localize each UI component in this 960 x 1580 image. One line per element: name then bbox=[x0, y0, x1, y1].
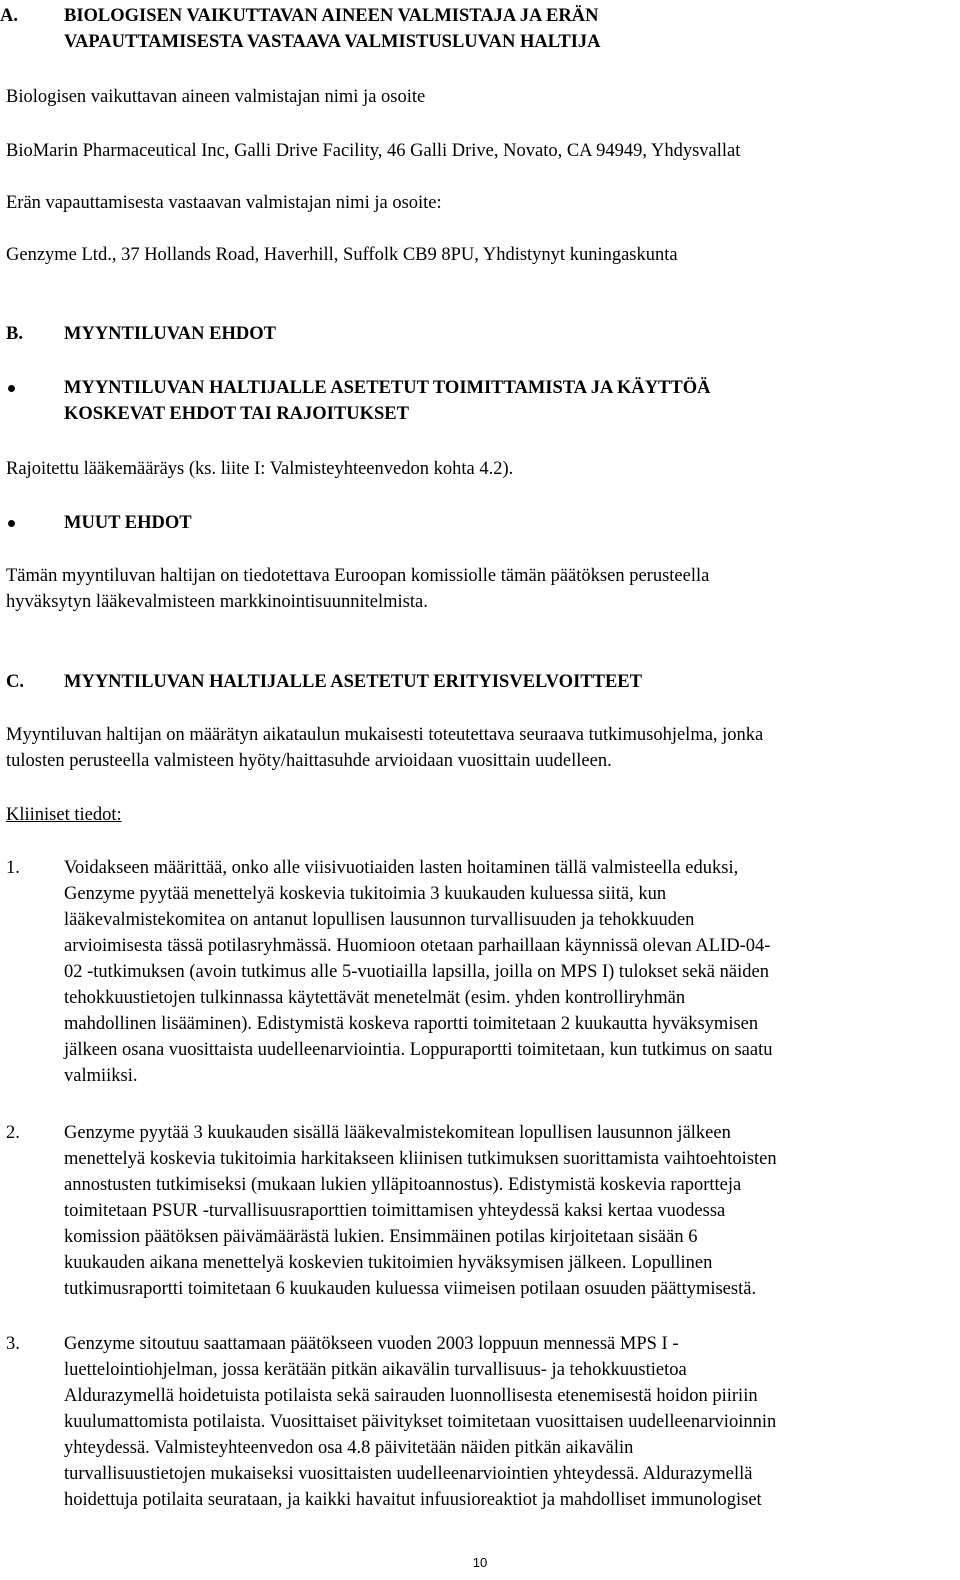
item-text-line: yhteydessä. Valmisteyhteenvedon osa 4.8 päivitetään näiden pitkän aikavälin bbox=[64, 1438, 634, 1458]
other-conditions-text-line2: hyväksytyn lääkevalmisteen markkinointisuunnitelmista. bbox=[6, 592, 428, 612]
item-text-line: annostusten tutkimiseksi (mukaan lukien ylläpitoannostus). Edistymistä koskevia raportteja bbox=[64, 1175, 742, 1195]
item-text-line: 02 -tutkimuksen (avoin tutkimus alle 5-vuotiailla lapsilla, joilla on MPS I) tulokset sekä näiden bbox=[64, 962, 769, 982]
item-text-line: kuulumattomista potilaista. Vuosittaiset päivitykset toimitetaan vuosittaisen uudelleenarvioinnin bbox=[64, 1412, 777, 1432]
other-conditions-text bbox=[6, 563, 950, 615]
item-1-text bbox=[64, 855, 950, 1089]
item-3-text bbox=[64, 1331, 950, 1513]
item-text-line: valmiiksi. bbox=[64, 1066, 138, 1086]
item-text-line: Voidakseen määrittää, onko alle viisivuotiaiden lasten hoitaminen tällä valmisteella eduksi, bbox=[64, 858, 739, 878]
bullet-icon bbox=[8, 385, 15, 392]
section-b-title: MYYNTILUVAN EHDOT bbox=[64, 324, 276, 344]
bullet-item-conditions bbox=[6, 375, 950, 429]
batch-release-label: Erän vapauttamisesta vastaavan valmistajan nimi ja osoite: bbox=[6, 193, 442, 213]
other-conditions-text-line1: Tämän myyntiluvan haltijan on tiedotettava Euroopan komissiolle tämän päätöksen perusteella bbox=[6, 566, 710, 586]
section-a-title-line2: VAPAUTTAMISESTA VASTAAVA VALMISTUSLUVAN HALTIJA bbox=[64, 32, 601, 52]
bio-manufacturer-label: Biologisen vaikuttavan aineen valmistajan nimi ja osoite bbox=[6, 87, 426, 107]
item-number: 2. bbox=[6, 1123, 20, 1143]
item-text-line: luettelointiohjelman, jossa kerätään pitkän aikavälin turvallisuus- ja tehokkuustietoa bbox=[64, 1360, 687, 1380]
section-c-intro-line1: Myyntiluvan haltijan on määrätyn aikataulun mukaisesti toteutettava seuraava tutkimusohjelma, jonka bbox=[6, 725, 764, 745]
section-c-title: MYYNTILUVAN HALTIJALLE ASETETUT ERITYISVELVOITTEET bbox=[64, 672, 642, 692]
other-conditions-title: MUUT EHDOT bbox=[64, 513, 192, 533]
clinical-data-subheading: Kliiniset tiedot: bbox=[6, 805, 122, 825]
section-c-letter: C. bbox=[6, 672, 24, 692]
section-a-title bbox=[64, 3, 950, 55]
item-text-line: turvallisuustietojen mukaiseksi vuosittaisten uudelleenarviointien yhteydessä. Aldurazymellä bbox=[64, 1464, 753, 1484]
item-text-line: arvioimisesta tässä potilasryhmässä. Huomioon otetaan parhaillaan käynnissä olevan ALID-04- bbox=[64, 936, 771, 956]
item-text-line: hoidettuja potilaita seurataan, ja kaikki havaitut infuusioreaktiot ja mahdolliset immunologiset bbox=[64, 1490, 762, 1510]
section-a-letter: A. bbox=[0, 6, 18, 26]
item-text-line: kuukauden aikana menettelyä koskevien tukitoimien hyväksymisen jälkeen. Lopullinen bbox=[64, 1253, 713, 1273]
item-text-line: menettelyä koskevia tukitoimia harkitakseen kliinisen tutkimuksen suorittamista vaihtoehtoisten bbox=[64, 1149, 777, 1169]
bullet-conditions-title bbox=[64, 375, 950, 427]
numbered-item-2 bbox=[6, 1120, 950, 1310]
item-2-text bbox=[64, 1120, 950, 1302]
bullet-item-other-conditions bbox=[6, 510, 950, 536]
section-b-letter: B. bbox=[6, 324, 23, 344]
item-text-line: Aldurazymellä hoidetuista potilaista sekä sairauden luonnollisesta etenemisestä hoidon piiriin bbox=[64, 1386, 758, 1406]
page-number: 10 bbox=[472, 1555, 488, 1570]
item-text-line: Genzyme pyytää 3 kuukauden sisällä lääkevalmistekomitean lopullisen lausunnon jälkeen bbox=[64, 1123, 731, 1143]
item-text-line: tutkimusraportti toimitetaan 6 kuukauden kuluessa viimeisen potilaan osuuden päättymisestä. bbox=[64, 1279, 757, 1299]
section-c-intro bbox=[6, 722, 950, 774]
item-text-line: Genzyme sitoutuu saattamaan päätökseen vuoden 2003 loppuun mennessä MPS I - bbox=[64, 1334, 679, 1354]
bullet-conditions-title-line1: MYYNTILUVAN HALTIJALLE ASETETUT TOIMITTAMISTA JA KÄYTTÖÄ bbox=[64, 378, 711, 398]
item-text-line: lääkevalmistekomitea on antanut lopullisen lausunnon turvallisuuden ja tehokkuuden bbox=[64, 910, 695, 930]
section-a-heading bbox=[0, 3, 950, 63]
item-text-line: mahdollinen lisääminen). Edistymistä koskeva raportti toimitetaan 2 kuukautta hyväksymisen bbox=[64, 1014, 759, 1034]
item-text-line: tehokkuustietojen tulkinnassa käytettävät menetelmät (esim. yhden kontrolliryhmän bbox=[64, 988, 686, 1008]
item-number: 3. bbox=[6, 1334, 20, 1354]
bullet-icon bbox=[8, 520, 15, 527]
item-text-line: jälkeen osana vuosittaista uudelleenarviointia. Loppuraportti toimitetaan, kun tutkimus on saatu bbox=[64, 1040, 773, 1060]
numbered-item-1 bbox=[6, 855, 950, 1095]
bio-manufacturer-address: BioMarin Pharmaceutical Inc, Galli Drive Facility, 46 Galli Drive, Novato, CA 94949, Yhdysvallat bbox=[6, 141, 741, 161]
section-c-heading bbox=[6, 669, 950, 695]
section-b-heading bbox=[6, 321, 950, 347]
restricted-prescription-text: Rajoitettu lääkemääräys (ks. liite I: Valmisteyhteenvedon kohta 4.2). bbox=[6, 459, 514, 479]
item-text-line: toimitetaan PSUR -turvallisuusraporttien toimittamisen yhteydessä kaksi kertaa vuodessa bbox=[64, 1201, 726, 1221]
section-a-title-line1: BIOLOGISEN VAIKUTTAVAN AINEEN VALMISTAJA JA ERÄN bbox=[64, 6, 599, 26]
item-text-line: Genzyme pyytää menettelyä koskevia tukitoimia 3 kuukauden kuluessa siitä, kun bbox=[64, 884, 667, 904]
item-text-line: komission päätöksen päivämäärästä lukien. Ensimmäinen potilas kirjoitetaan sisään 6 bbox=[64, 1227, 698, 1247]
item-number: 1. bbox=[6, 858, 20, 878]
bullet-conditions-title-line2: KOSKEVAT EHDOT TAI RAJOITUKSET bbox=[64, 404, 409, 424]
numbered-item-3 bbox=[6, 1331, 950, 1521]
section-c-intro-line2: tulosten perusteella valmisteen hyöty/haittasuhde arvioidaan vuosittain uudelleen. bbox=[6, 751, 612, 771]
batch-release-address: Genzyme Ltd., 37 Hollands Road, Haverhill, Suffolk CB9 8PU, Yhdistynyt kuningaskunta bbox=[6, 245, 678, 265]
